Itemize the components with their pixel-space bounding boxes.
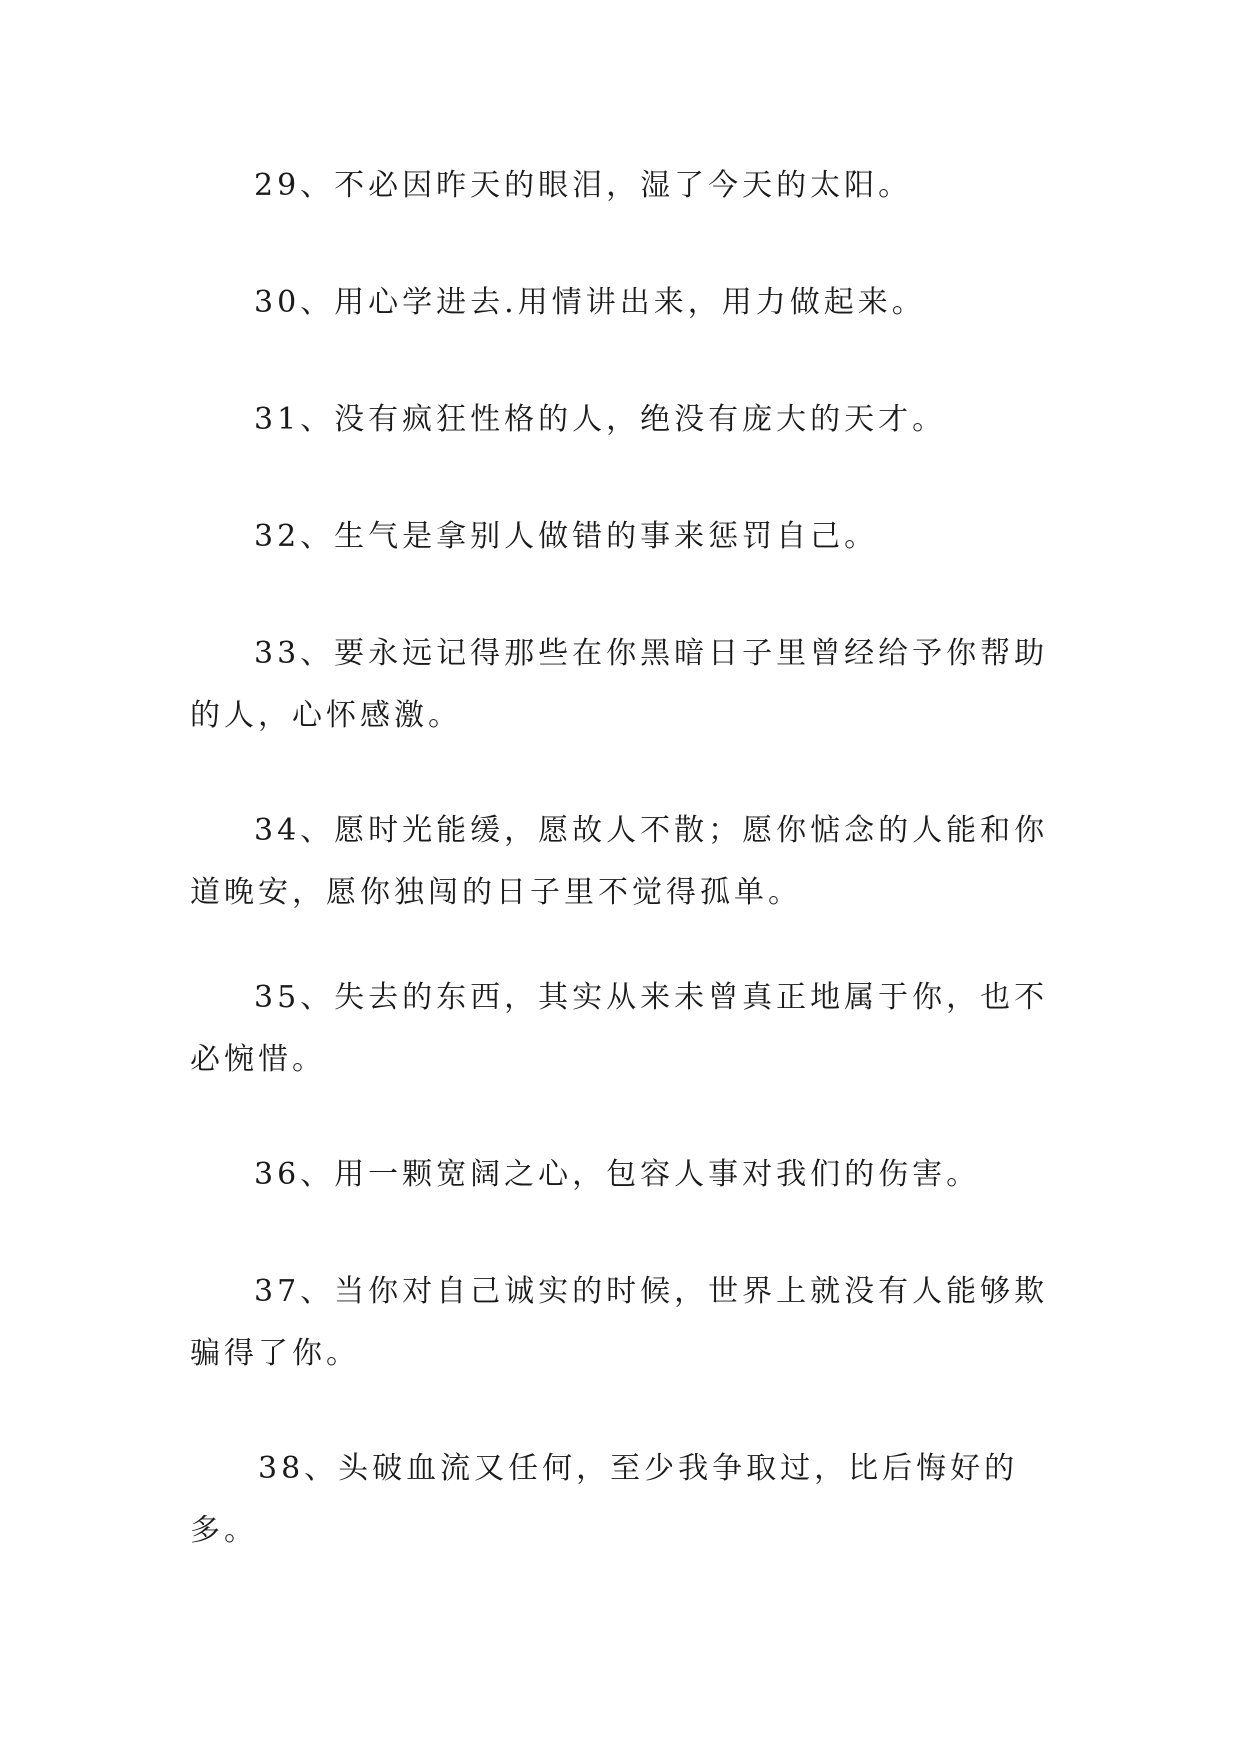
quote-paragraph-30: 30、用心学进去.用情讲出来，用力做起来。 bbox=[254, 285, 926, 320]
quote-paragraph-36: 36、用一颗宽阔之心，包容人事对我们的伤害。 bbox=[254, 1157, 981, 1192]
quote-paragraph-32: 32、生气是拿别人做错的事来惩罚自己。 bbox=[254, 519, 879, 554]
quote-paragraph-31: 31、没有疯狂性格的人，绝没有庞大的天才。 bbox=[254, 402, 947, 437]
quote-paragraph-38: 38、头破血流又任何，至少我争取过，比后悔好的多。 bbox=[190, 1451, 1019, 1548]
quote-paragraph-34: 34、愿时光能缓，愿故人不散；愿你惦念的人能和你道晚安，愿你独闯的日子里不觉得孤单。 bbox=[190, 813, 1049, 910]
quote-paragraph-33: 33、要永远记得那些在你黑暗日子里曾经给予你帮助的人，心怀感激。 bbox=[190, 636, 1049, 733]
quote-paragraph-35: 35、失去的东西，其实从来未曾真正地属于你，也不必惋惜。 bbox=[190, 980, 1049, 1077]
quote-paragraph-37: 37、当你对自己诚实的时候，世界上就没有人能够欺骗得了你。 bbox=[190, 1274, 1049, 1371]
quote-paragraph-29: 29、不必因昨天的眼泪，湿了今天的太阳。 bbox=[254, 168, 913, 203]
